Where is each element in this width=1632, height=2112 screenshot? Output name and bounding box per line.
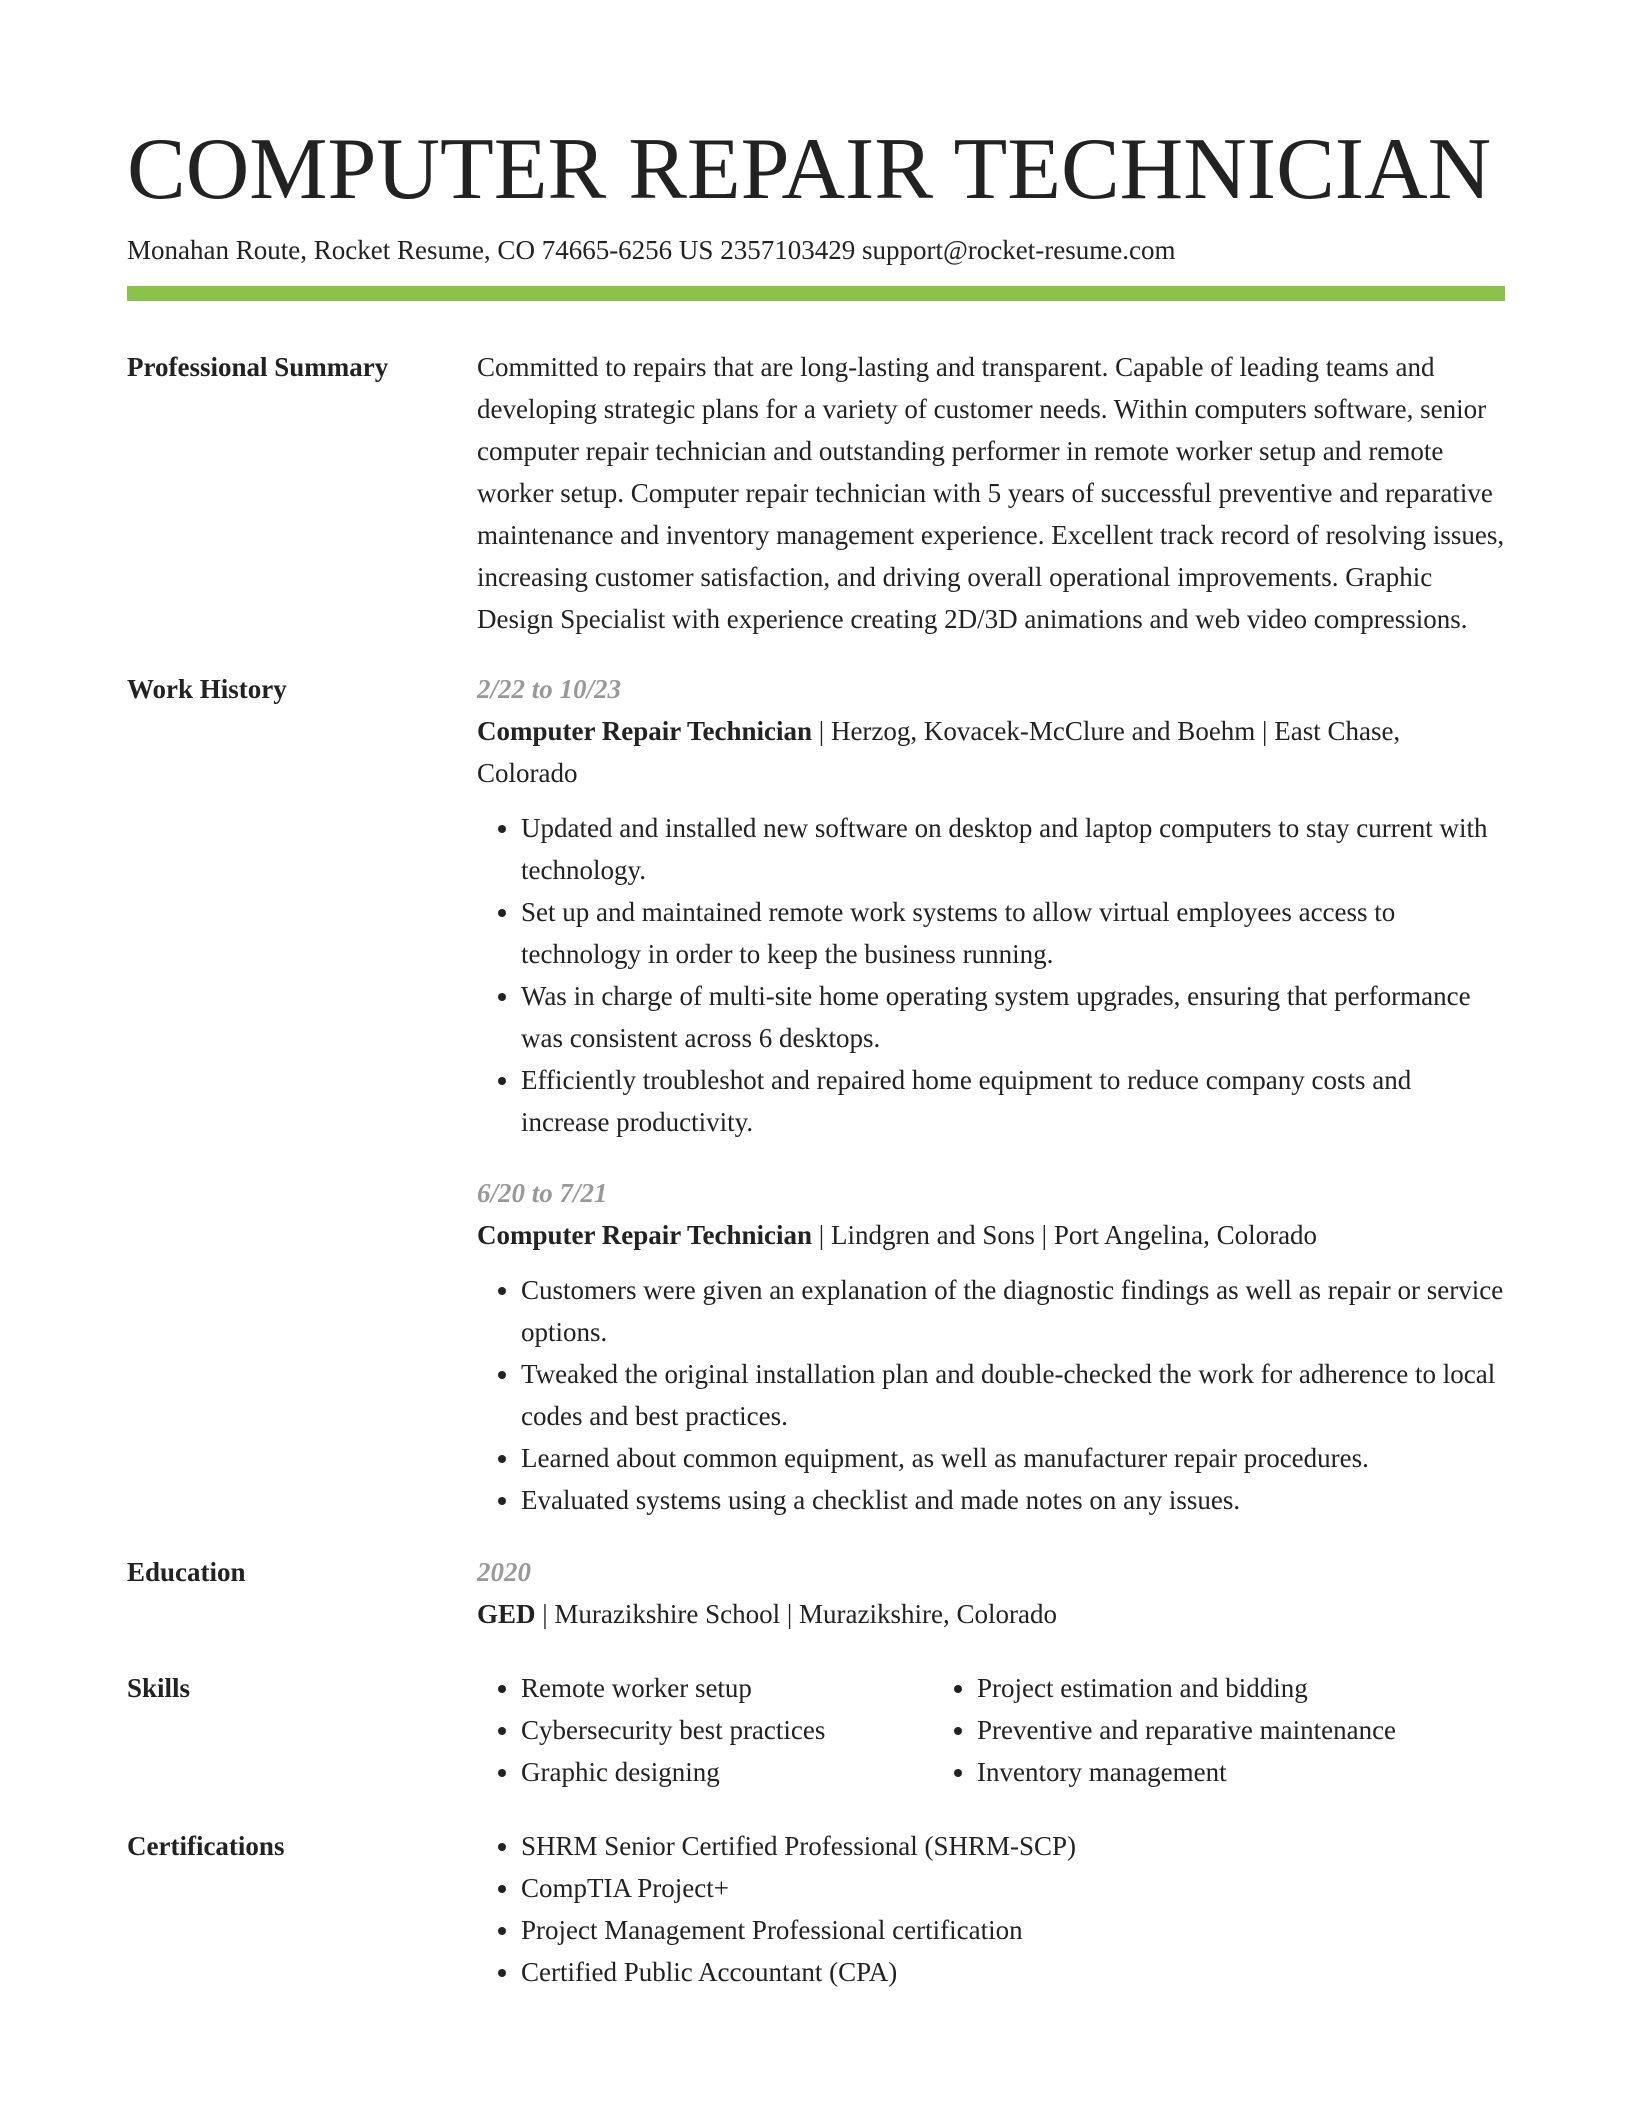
summary-section: [127, 346, 1505, 640]
section-label-work: Work History: [127, 674, 287, 704]
job-title-line: [477, 1214, 1505, 1256]
summary-body: [477, 346, 1505, 640]
work-history-body: [477, 668, 1505, 1521]
job-bullet: • Customers were given an explanation of the diagnostic findings as well as repair or service options.: [521, 1269, 1505, 1353]
certifications-section: [127, 1825, 1505, 1993]
skills-section: [127, 1667, 1505, 1793]
job-entry: [477, 1172, 1505, 1521]
skill-item: • Project estimation and bidding: [977, 1667, 1505, 1709]
section-label-skills: Skills: [127, 1673, 191, 1703]
job-bullet: • Updated and installed new software on desktop and laptop computers to stay current with technology.: [521, 807, 1505, 891]
summary-text: Committed to repairs that are long-lasting and transparent. Capable of leading teams and developing strategic plans for a variety of customer needs. Within computers software, senior computer repair technician and outstanding performer in remote worker setup and remote worker setup. Computer repair technician with 5 years of successful preventive and reparative maintenance and inventory management experience. Excellent track record of resolving issues, increasing customer satisfaction, and driving overall operational improvements. Graphic Design Specialist with experience creating 2D/3D animations and web video compressions.: [477, 352, 1505, 634]
skills-column: [477, 1667, 933, 1793]
job-title-line: [477, 710, 1505, 794]
accent-divider: [127, 286, 1505, 301]
job-bullet: • Was in charge of multi-site home operating system upgrades, ensuring that performance was consistent across 6 desktops.: [521, 975, 1505, 1059]
section-label-certifications: Certifications: [127, 1831, 285, 1861]
education-line: [477, 1593, 1505, 1635]
contact-line: Monahan Route, Rocket Resume, CO 74665-6256 US 2357103429 support@rocket-resume.com: [127, 235, 1176, 265]
section-label-summary: Professional Summary: [127, 352, 389, 382]
job-role: Computer Repair Technician: [477, 716, 813, 746]
certification-item: • Project Management Professional certification: [521, 1909, 1505, 1951]
certification-item: • Certified Public Accountant (CPA): [521, 1951, 1505, 1993]
skill-item: • Inventory management: [977, 1751, 1505, 1793]
skill-item: • Cybersecurity best practices: [521, 1709, 933, 1751]
education-section: [127, 1551, 1505, 1635]
job-bullet: • Learned about common equipment, as well as manufacturer repair procedures.: [521, 1437, 1505, 1479]
education-degree: GED: [477, 1599, 536, 1629]
job-dates: 6/20 to 7/21: [477, 1178, 608, 1208]
job-bullet: • Evaluated systems using a checklist and made notes on any issues.: [521, 1479, 1505, 1521]
job-details: | Lindgren and Sons | Port Angelina, Colorado: [812, 1220, 1318, 1250]
resume-name: COMPUTER REPAIR TECHNICIAN: [127, 121, 1492, 218]
job-details: | Herzog, Kovacek-McClure and Boehm | East Chase, Colorado: [477, 716, 1401, 788]
certification-item: • CompTIA Project+: [521, 1867, 1505, 1909]
job-role: Computer Repair Technician: [477, 1220, 813, 1250]
job-bullet: • Efficiently troubleshot and repaired home equipment to reduce company costs and increase productivity.: [521, 1059, 1505, 1143]
job-dates: 2/22 to 10/23: [477, 674, 622, 704]
job-bullet: • Set up and maintained remote work systems to allow virtual employees access to technology in order to keep the business running.: [521, 891, 1505, 975]
certification-item: • SHRM Senior Certified Professional (SHRM-SCP): [521, 1825, 1505, 1867]
education-year: 2020: [477, 1557, 531, 1587]
job-bullets: [477, 1269, 1505, 1521]
education-body: [477, 1551, 1505, 1635]
section-label-education: Education: [127, 1557, 246, 1587]
job-bullets: [477, 807, 1505, 1143]
skill-item: • Graphic designing: [521, 1751, 933, 1793]
skills-list: [933, 1667, 1505, 1793]
skills-list: [477, 1667, 933, 1793]
skills-body: [477, 1667, 1505, 1793]
certifications-body: [477, 1825, 1505, 1993]
education-details: | Murazikshire School | Murazikshire, Colorado: [535, 1599, 1057, 1629]
certifications-list: [477, 1825, 1505, 1993]
skill-item: • Remote worker setup: [521, 1667, 933, 1709]
job-entry: [477, 668, 1505, 1143]
skills-column: [933, 1667, 1505, 1793]
job-bullet: • Tweaked the original installation plan and double-checked the work for adherence to local codes and best practices.: [521, 1353, 1505, 1437]
work-history-section: [127, 668, 1505, 1521]
skill-item: • Preventive and reparative maintenance: [977, 1709, 1505, 1751]
